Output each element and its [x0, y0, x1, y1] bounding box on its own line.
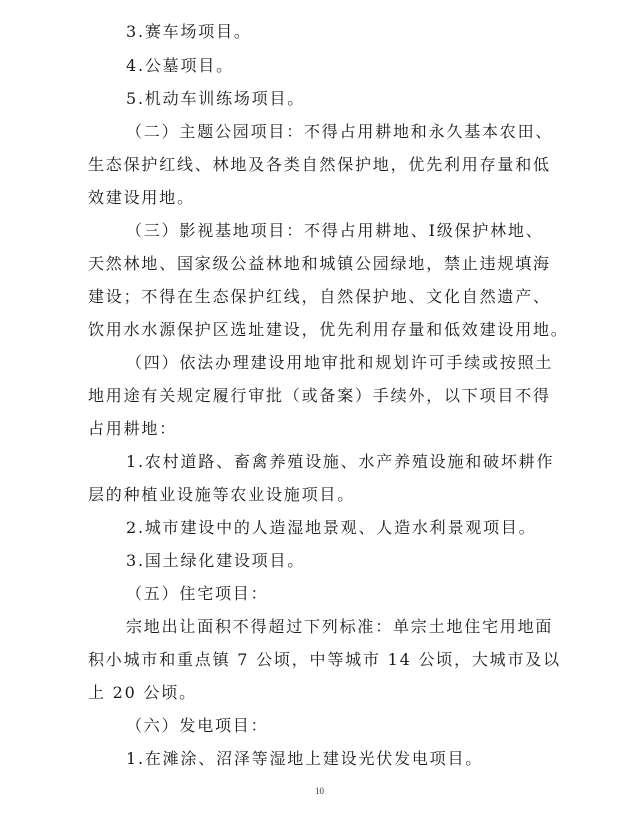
text-line: 占用耕地： — [88, 419, 178, 438]
page-number: 10 — [315, 786, 324, 796]
text-line: （六）发电项目： — [126, 716, 269, 735]
text-line: 3.国土绿化建设项目。 — [126, 551, 306, 570]
text-line: 地用途有关规定履行审批（或备案）手续外，以下项目不得 — [88, 386, 551, 405]
text-line: 4.公墓项目。 — [126, 56, 234, 75]
text-line: 生态保护红线、林地及各类自然保护地，优先利用存量和低 — [88, 155, 551, 174]
text-line: 上 20 公顷。 — [88, 683, 197, 702]
text-line: 层的种植业设施等农业设施项目。 — [88, 485, 356, 504]
text-line: （五）住宅项目： — [126, 584, 269, 603]
text-line: （三）影视基地项目：不得占用耕地、I级保护林地、 — [126, 221, 544, 240]
text-line: （四）依法办理建设用地审批和规划许可手续或按照土 — [126, 353, 554, 372]
text-line: 1.农村道路、畜禽养殖设施、水产养殖设施和破坏耕作 — [126, 452, 555, 471]
text-line: 5.机动车训练场项目。 — [126, 89, 306, 108]
text-line: 积小城市和重点镇 7 公顷，中等城市 14 公顷，大城市及以 — [88, 650, 561, 669]
text-line: 2.城市建设中的人造湿地景观、人造水利景观项目。 — [126, 518, 537, 537]
text-line: 建设；不得在生态保护红线，自然保护地、文化自然遗产、 — [88, 287, 551, 306]
text-line: 1.在滩涂、沼泽等湿地上建设光伏发电项目。 — [126, 749, 484, 768]
text-line: 天然林地、国家级公益林地和城镇公园绿地，禁止违规填海 — [88, 254, 551, 273]
text-line: 3.赛车场项目。 — [126, 22, 252, 41]
text-line: （二）主题公园项目：不得占用耕地和永久基本农田、 — [126, 122, 554, 141]
text-line: 宗地出让面积不得超过下列标准：单宗土地住宅用地面 — [126, 617, 554, 636]
text-line: 效建设用地。 — [88, 188, 195, 207]
text-line: 饮用水水源保护区选址建设，优先利用存量和低效建设用地。 — [88, 320, 569, 339]
